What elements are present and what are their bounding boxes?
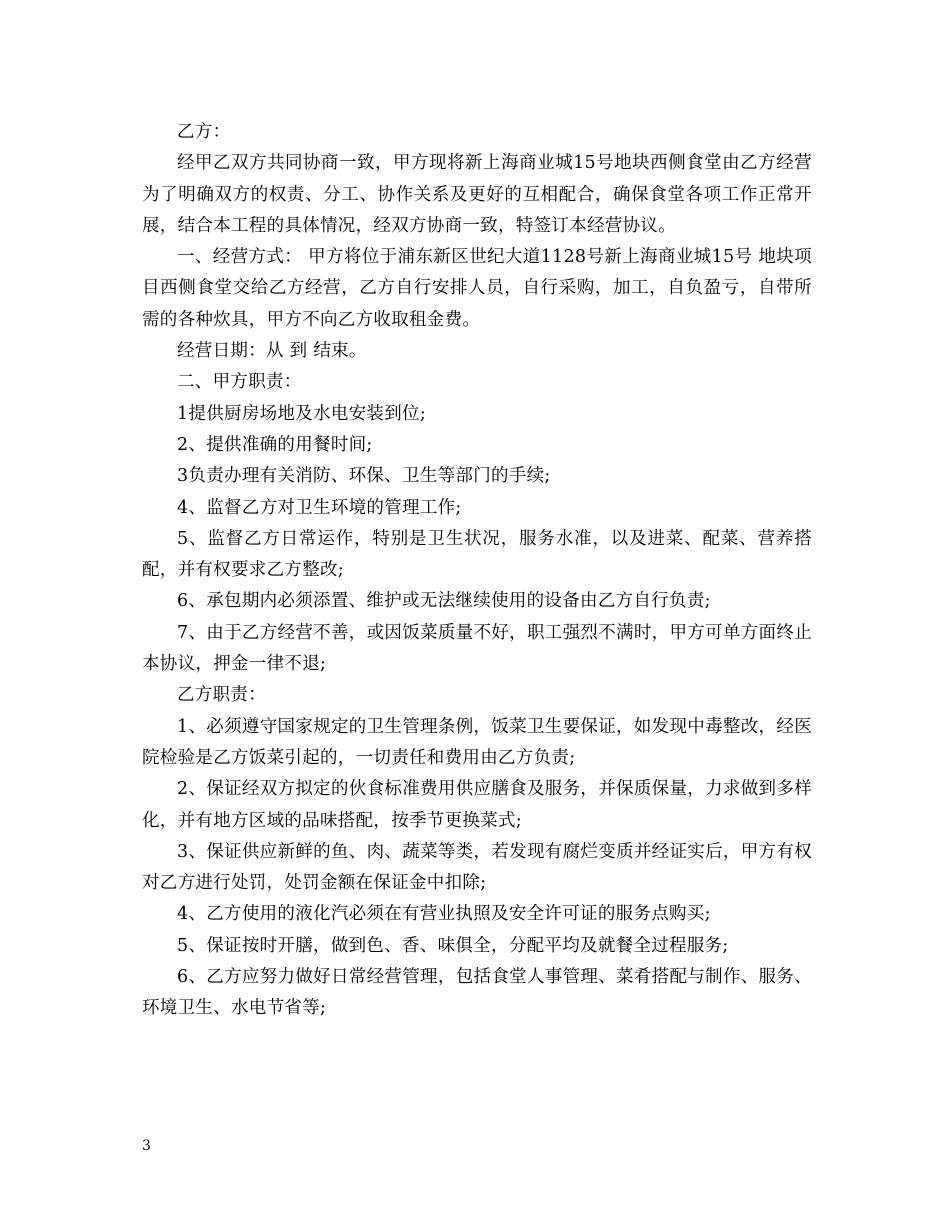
paragraph-party-a-duty-1: 1提供厨房场地及水电安装到位; xyxy=(177,403,427,424)
paragraph-party-b-duties-heading: 乙方职责： xyxy=(177,685,266,706)
paragraph-party-a-duty-4: 4、监督乙方对卫生环境的管理工作; xyxy=(177,497,462,518)
page-number: 3 xyxy=(142,1138,151,1154)
paragraph-party-b-duty-4: 4、乙方使用的液化汽必须在有营业执照及安全许可证的服务点购买; xyxy=(177,904,711,925)
document-body xyxy=(142,117,812,1025)
paragraph-party-a-duty-6: 6、承包期内必须添置、维护或无法继续使用的设备由乙方自行负责; xyxy=(177,591,711,612)
paragraph-party-a-duty-7: 7、由于乙方经营不善，或因饭菜质量不好，职工强烈不满时，甲方可单方面终止本协议，押金一律不退; xyxy=(142,622,812,675)
paragraph-party-b-duty-2: 2、保证经双方拟定的伙食标准费用供应膳食及服务，并保质保量，力求做到多样化，并有地方区域的品味搭配，按季节更换菜式; xyxy=(142,779,812,831)
paragraph-party-b-heading: 乙方： xyxy=(177,122,231,142)
paragraph-party-a-duty-5: 5、监督乙方日常运作，特别是卫生状况，服务水准，以及进菜、配菜、营养搭配，并有权要求乙方整改; xyxy=(142,528,812,581)
paragraph-party-b-duty-3: 3、保证供应新鲜的鱼、肉、蔬菜等类，若发现有腐烂变质并经证实后，甲方有权对乙方进行处罚，处罚金额在保证金中扣除; xyxy=(142,841,812,894)
paragraph-operation-date: 经营日期：从 到 结束。 xyxy=(177,341,367,362)
paragraph-party-a-duty-3: 3负责办理有关消防、环保、卫生等部门的手续; xyxy=(177,466,551,487)
paragraph-party-b-duty-1: 1、必须遵守国家规定的卫生管理条例，饭菜卫生要保证，如发现中毒整改，经医院检验是乙方饭菜引起的，一切责任和费用由乙方负责; xyxy=(142,716,812,768)
paragraph-operation-mode: 一、经营方式： 甲方将位于浦东新区世纪大道1128号新上海商业城15号 地块项目西侧食堂交给乙方经营，乙方自行安排人员，自行采购，加工，自负盈亏，自带所需的各种炊具，甲方不向乙方收取租金费。 xyxy=(142,247,812,330)
paragraph-intro: 经甲乙双方共同协商一致，甲方现将新上海商业城15号地块西侧食堂由乙方经营为了明确双方的权责、分工、协作关系及更好的互相配合，确保食堂各项工作正常开展，结合本工程的具体情况，经双方协商一致，特签订本经营协议。 xyxy=(142,153,812,236)
paragraph-party-a-duties-heading: 二、甲方职责： xyxy=(177,372,302,393)
paragraph-party-b-duty-6: 6、乙方应努力做好日常经营管理，包括食堂人事管理、菜肴搭配与制作、服务、环境卫生、水电节省等; xyxy=(142,967,812,1019)
paragraph-party-b-duty-5: 5、保证按时开膳，做到色、香、味俱全，分配平均及就餐全过程服务; xyxy=(177,935,729,956)
paragraph-party-a-duty-2: 2、提供准确的用餐时间; xyxy=(177,434,373,455)
